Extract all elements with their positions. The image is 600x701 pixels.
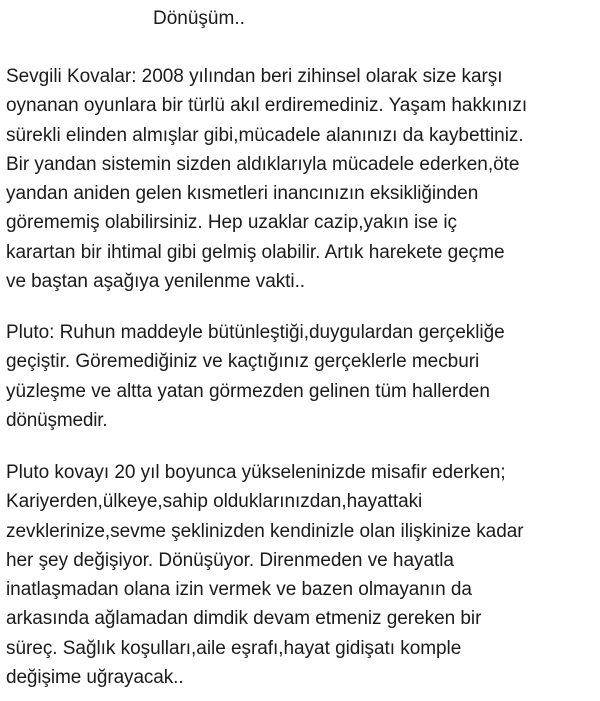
- text-line: inatlaşmadan olana izin vermek ve bazen olmayanın da: [6, 579, 472, 601]
- text-line: oynanan oyunlara bir türlü akıl erdiremediniz. Yaşam hakkınızı: [6, 95, 528, 117]
- text-line: Sevgili Kovalar: 2008 yılından beri zihinsel olarak size karşı: [6, 66, 503, 87]
- text-line: karartan bir ihtimal gibi gelmiş olabilir. Artık harekete geçme: [6, 241, 505, 263]
- text-line: arkasında ağlamadan dimdik devam etmeniz gereken bir: [6, 608, 482, 630]
- text-line: ve baştan aşağıya yenilenme vakti..: [6, 271, 306, 293]
- text-line: sürekli elinden almışlar gibi,mücadele alanınızı da kaybettiniz.: [6, 124, 524, 146]
- text-line: zevklerinize,sevme şeklinizden kendinizle olan ilişkinize kadar: [6, 520, 524, 542]
- text-line: Kariyerden,ülkeye,sahip olduklarınızdan,hayattaki: [6, 491, 423, 513]
- text-line: dönüşmedir.: [6, 409, 108, 431]
- paragraph-kovalar: [6, 62, 596, 296]
- text-line: görememiş olabilirsiniz. Hep uzaklar cazip,yakın ise iç: [6, 212, 458, 234]
- text-line: her şey değişiyor. Dönüşüyor. Direnmeden ve hayatla: [6, 549, 454, 571]
- text-line: Bir yandan sistemin sizden aldıklarıyla mücadele ederken,öte: [6, 153, 520, 175]
- text-line: geçiştir. Göremediğiniz ve kaçtığınız gerçeklerle mecburi: [6, 351, 480, 373]
- text-line: Pluto kovayı 20 yıl boyunca yükseleninizde misafir ederken;: [6, 462, 506, 483]
- paragraph-pluto-definition: [6, 318, 596, 435]
- document-title: Dönüşüm..: [153, 8, 245, 29]
- paragraph-pluto-transit: [6, 458, 596, 692]
- text-line: değişime uğrayacak..: [6, 667, 184, 689]
- text-line: süreç. Sağlık koşulları,aile eşrafı,hayat gidişatı komple: [6, 637, 462, 659]
- text-line: Pluto: Ruhun maddeyle bütünleştiği,duygulardan gerçekliğe: [6, 322, 505, 343]
- text-line: yüzleşme ve altta yatan görmezden gelinen tüm hallerden: [6, 380, 490, 402]
- text-line: yandan aniden gelen kısmetleri inancınızın eksikliğinden: [6, 183, 479, 205]
